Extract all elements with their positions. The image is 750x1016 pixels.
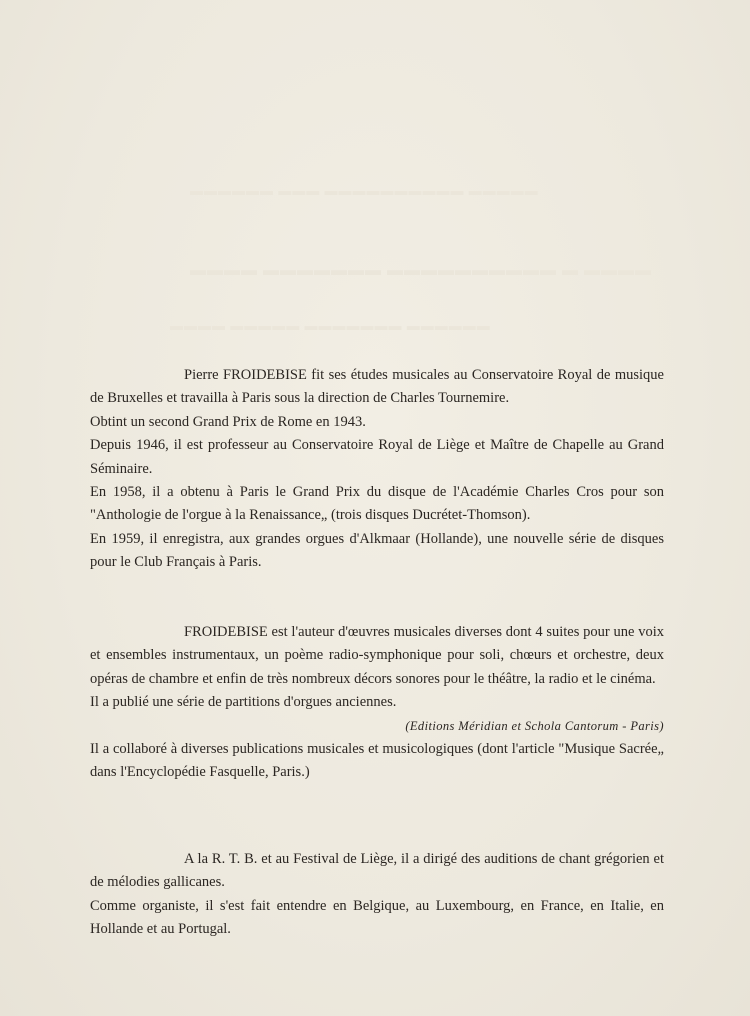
- paragraph: Comme organiste, il s'est fait entendre en Belgique, au Luxembourg, en France, en Italie, en Hollande et au Portugal.: [90, 897, 664, 938]
- paragraph: En 1958, il a obtenu à Paris le Grand Prix du disque de l'Académie Charles Cros pour son "Anthologie de l'orgue à la Renaissance„ (trois disques Ducrétet-Thomson).: [90, 484, 664, 524]
- paragraph: Obtint un second Grand Prix de Rome en 1943.: [90, 413, 366, 430]
- bleed-through-line: ▬▬▬▬ ▬▬▬▬▬ ▬▬▬▬▬▬▬ ▬▬▬▬▬▬: [170, 318, 491, 333]
- paragraph: Pierre FROIDEBISE fit ses études musicales au Conservatoire Royal de musique de Bruxelles et travailla à Paris sous la direction de Charles Tournemire.: [90, 367, 664, 407]
- paragraph: Il a collaboré à diverses publications musicales et musicologiques (dont l'article "Musique Sacrée„ dans l'Encyclopédie Fasquelle, Paris.): [90, 741, 664, 781]
- works-section: [90, 621, 664, 785]
- bleed-through-line: ▬▬▬▬ ▬▬▬▬▬▬▬ ▬▬▬▬▬▬▬▬▬▬ ▬ ▬▬▬▬: [190, 262, 652, 279]
- paragraph: Il a publié une série de partitions d'orgues anciennes.: [90, 694, 397, 711]
- paragraph: FROIDEBISE est l'auteur d'œuvres musicales diverses dont 4 suites pour une voix et ensembles instrumentaux, un poème radio-symphonique pour soli, chœurs et orchestre, deux opéras de chambre et enfin de très nombreux décors sonores pour le théâtre, la radio et le cinéma.: [90, 624, 664, 687]
- activities-section: [90, 848, 664, 942]
- paragraph: En 1959, il enregistra, aux grandes orgues d'Alkmaar (Hollande), une nouvelle série de disques pour le Club Français à Paris.: [90, 530, 664, 571]
- biography-section: [90, 364, 664, 575]
- paragraph: A la R. T. B. et au Festival de Liège, il a dirigé des auditions de chant grégorien et de mélodies gallicanes.: [90, 851, 664, 891]
- bleed-through-line: ▬▬▬▬▬▬ ▬▬▬ ▬▬▬▬▬▬▬▬▬▬ ▬▬▬▬▬: [190, 183, 539, 198]
- publisher-citation: (Editions Méridian et Schola Cantorum - Paris): [405, 718, 664, 733]
- paragraph: Depuis 1946, il est professeur au Conservatoire Royal de Liège et Maître de Chapelle au Grand Séminaire.: [90, 437, 664, 477]
